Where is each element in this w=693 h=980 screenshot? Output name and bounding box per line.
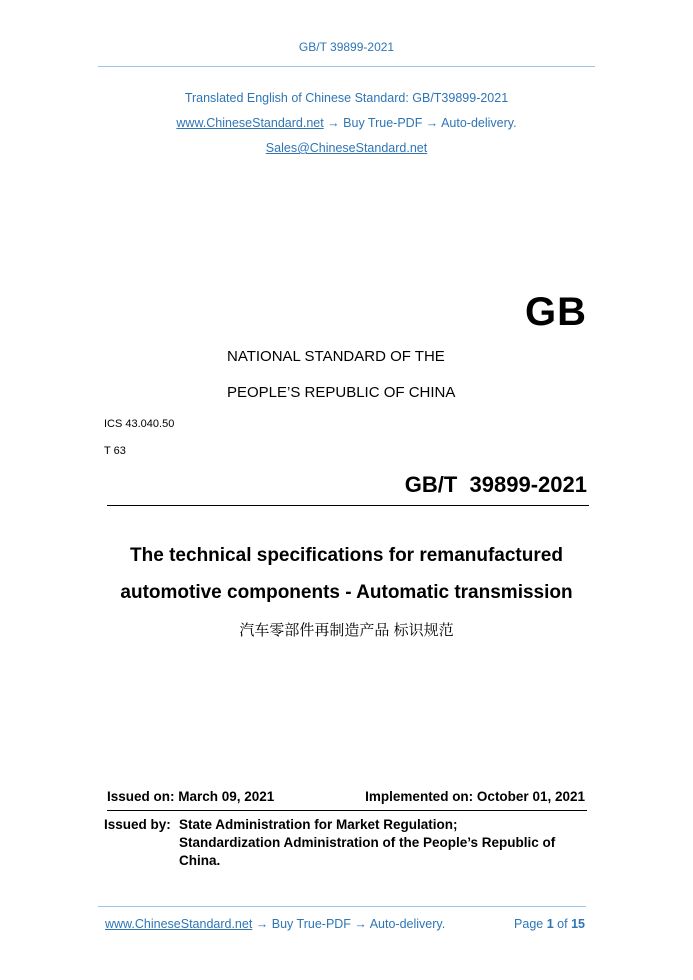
ccs-code: T 63 [104, 445, 126, 457]
promo-email-link[interactable]: Sales@ChineseStandard.net [265, 141, 428, 155]
ics-code: ICS 43.040.50 [104, 418, 175, 430]
issued-by-line1: State Administration for Market Regulation; [179, 817, 458, 832]
page-total: 15 [571, 917, 585, 931]
title-chinese: 汽车零部件再制造产品 标识规范 [239, 622, 454, 639]
issued-by-line3: China. [179, 853, 221, 868]
gb-mark: GB [525, 290, 587, 334]
page-current: 1 [546, 917, 554, 931]
title-line2: automotive components - Automatic transmission [120, 582, 573, 603]
page-indicator [514, 917, 585, 931]
promo-site-line [0, 116, 693, 130]
footer-site-suffix: → Buy True-PDF → Auto-delivery. [252, 917, 446, 931]
promo-site-suffix: → Buy True-PDF → Auto-delivery. [323, 116, 517, 130]
title-line1: The technical specifications for remanufactured [130, 545, 563, 566]
national-standard-line2: PEOPLE’S REPUBLIC OF CHINA [227, 384, 456, 401]
issued-on-date: Issued on: March 09, 2021 [107, 789, 275, 804]
footer-divider [98, 906, 586, 907]
promo-translated-line: Translated English of Chinese Standard: GB/T39899-2021 [184, 91, 509, 105]
page-of: of [557, 917, 568, 931]
dates-divider [107, 810, 587, 811]
national-standard-line1: NATIONAL STANDARD OF THE [227, 348, 445, 365]
running-header: GB/T 39899-2021 [298, 40, 395, 54]
promo-site-link[interactable]: www.ChineseStandard.net [176, 116, 324, 130]
footer-site-line [105, 917, 445, 931]
issued-by-label: Issued by: [104, 817, 171, 832]
page-label: Page [514, 917, 544, 931]
header-divider [98, 66, 595, 67]
standard-number: GB/T 39899-2021 [404, 472, 587, 497]
issued-by-line2: Standardization Administration of the People’s Republic of [179, 835, 556, 850]
footer-site-link[interactable]: www.ChineseStandard.net [105, 917, 253, 931]
number-divider [107, 505, 589, 506]
promo-email-line [0, 141, 693, 155]
implemented-on-date: Implemented on: October 01, 2021 [365, 789, 585, 804]
